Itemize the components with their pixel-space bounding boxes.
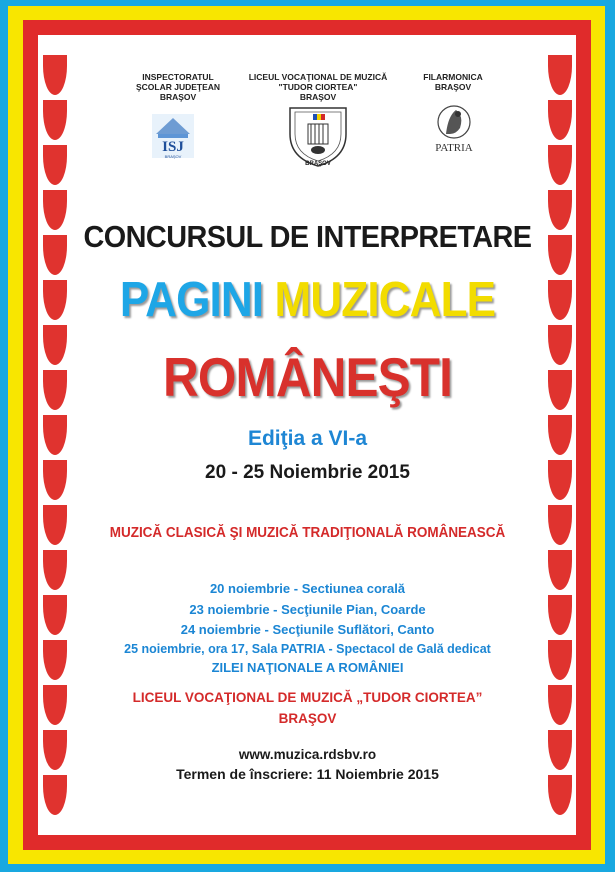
edition-label: Ediţia a VI-a bbox=[247, 427, 368, 450]
isj-badge-text: ISJ bbox=[162, 139, 184, 155]
liceu-seal-text: BRAŞOV bbox=[305, 161, 331, 167]
event-dates: 20 - 25 Noiembrie 2015 bbox=[205, 462, 410, 483]
schedule-line: 24 noiembrie - Secţiunile Suflători, Canto bbox=[180, 622, 435, 637]
schedule-line: ZILEI NAŢIONALE A ROMÂNIEI bbox=[211, 660, 404, 675]
contest-title: CONCURSUL DE INTERPRETARE bbox=[83, 219, 532, 254]
isj-badge-subtext: BRAŞOV bbox=[164, 154, 182, 159]
organizer-name: LICEUL VOCAŢIONAL DE MUZICĂ „TUDOR CIORTEA” bbox=[132, 690, 483, 705]
organizer-city: BRAŞOV bbox=[278, 711, 337, 726]
schedule-line: 23 noiembrie - Secţiunile Pian, Coarde bbox=[189, 602, 426, 617]
title-word-romanesti: ROMÂNEŞTI bbox=[163, 346, 452, 408]
website-link[interactable]: www.muzica.rdsbv.ro bbox=[238, 747, 377, 762]
filarmonica-logo bbox=[430, 102, 478, 162]
liceu-seal-icon bbox=[282, 104, 354, 168]
isj-logo-title: INSPECTORATUL ŞCOLAR JUDEŢEAN BRAŞOV bbox=[135, 72, 221, 102]
registration-deadline: Termen de înscriere: 11 Noiembrie 2015 bbox=[176, 766, 439, 782]
main-title-line bbox=[31, 272, 585, 328]
subtitle: MUZICĂ CLASICĂ ŞI MUZICĂ TRADIŢIONALĂ ROMÂNEASCĂ bbox=[109, 525, 506, 541]
isj-logo bbox=[150, 112, 196, 160]
title-word-pagini: PAGINI bbox=[119, 273, 264, 327]
title-word-muzicale: MUZICALE bbox=[274, 273, 496, 327]
filarmonica-logo-title: FILARMONICA BRAŞOV bbox=[423, 72, 483, 92]
schedule-line: 20 noiembrie - Sectiunea corală bbox=[209, 581, 406, 596]
liceu-logo-title: LICEUL VOCAŢIONAL DE MUZICĂ "TUDOR CIORTEA" BRAŞOV bbox=[248, 72, 388, 102]
patria-badge-text: PATRIA bbox=[435, 142, 473, 154]
schedule-line: 25 noiembrie, ora 17, Sala PATRIA - Spectacol de Gală dedicat bbox=[124, 641, 491, 656]
